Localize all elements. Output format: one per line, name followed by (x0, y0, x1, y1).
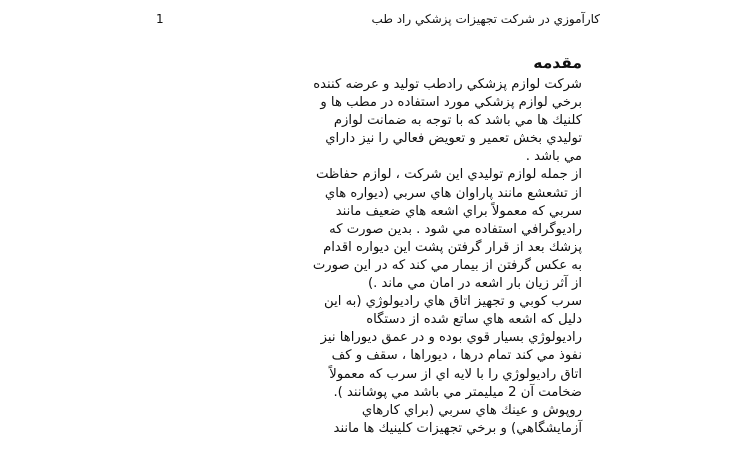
document-body (150, 52, 582, 438)
text-line: شركت لوازم پزشكي رادطب توليد و عرضه كننده (313, 77, 582, 92)
text-line: راديوگرافي استفاده مي شود . بدين صورت كه (329, 221, 582, 237)
text-line: از تشعشع مانند پاراوان هاي سربي (ديواره هاي (324, 185, 582, 201)
text-line: به عكس گرفتن از بيمار مي كند كه در اين صورت (312, 257, 582, 273)
text-line: سرب كوبي و تجهيز اتاق هاي راديولوژي (به اين (324, 294, 582, 310)
text-line: ضخامت آن 2 ميليمتر مي باشد مي پوشانند ). (333, 384, 582, 400)
text-line: اتاق راديولوژي را با لايه اي از سرب كه معمولاً (329, 366, 582, 382)
page-number: 1 (156, 12, 164, 26)
paragraph (150, 76, 582, 438)
text-line: توليدي بخش تعمير و تعويض فعالي را نيز داراي (325, 131, 582, 147)
text-line: نفوذ مي كند تمام درها ، ديوراها ، سقف و كف (331, 348, 582, 364)
text-line: پزشك بعد از قرار گرفتن پشت اين ديواره اقدام (323, 239, 582, 255)
text-line: آزمايشگاهي) و برخي تجهيزات كلينيك ها مانند (333, 420, 582, 436)
text-line: برخي لوازم پزشكي مورد استفاده در مطب ها و (320, 95, 582, 111)
header-title: كارآموزي در شركت تجهيزات پزشكي راد طب (371, 12, 600, 26)
text-line: كلنيك ها مي باشد كه با توجه به ضمانت لوازم (333, 113, 582, 129)
page-header (150, 12, 600, 32)
text-line: از جمله لوازم توليدي اين شركت ، لوازم حفاظت (315, 167, 582, 183)
text-line: راديولوژي بسيار قوي بوده و در عمق ديوراها نيز (320, 330, 582, 346)
text-line: دليل كه اشعه هاي ساتع شده از دستگاه (366, 312, 582, 328)
section-heading: مقدمه (533, 54, 582, 72)
text-line: از آثر زيان بار اشعه در امان مي ماند .) (367, 276, 582, 292)
text-line: مي باشد . (525, 149, 582, 165)
text-line: روپوش و عينك هاي سربي (براي كارهاي (361, 402, 582, 418)
text-line: سربي كه معمولاً براي اشعه هاي ضعيف مانند (335, 203, 582, 219)
